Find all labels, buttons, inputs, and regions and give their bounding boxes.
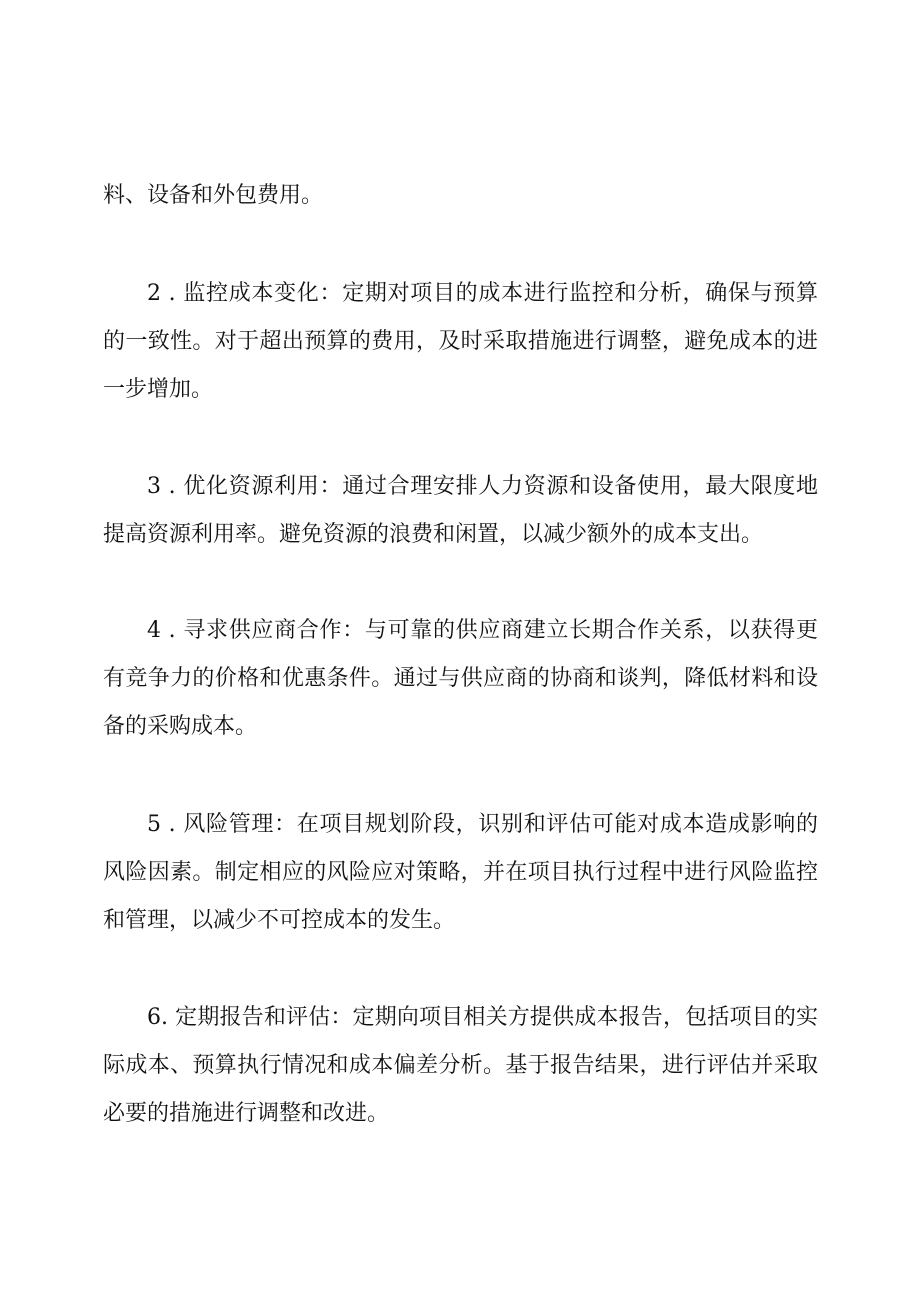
item-optimize-resources: 3 . 优化资源利用：通过合理安排人力资源和设备使用，最大限度地提高资源利用率。避免资源的浪费和闲置，以减少额外的成本支出。 bbox=[103, 474, 818, 547]
item-monitor-cost: 2 . 监控成本变化：定期对项目的成本进行监控和分析，确保与预算的一致性。对于超出预算的费用，及时采取措施进行调整，避免成本的进一步增加。 bbox=[103, 281, 818, 402]
continuation-paragraph: 料、设备和外包费用。 bbox=[103, 183, 324, 208]
item-regular-reporting: 6. 定期报告和评估：定期向项目相关方提供成本报告，包括项目的实际成本、预算执行情况和成本偏差分析。基于报告结果，进行评估并采取必要的措施进行调整和改进。 bbox=[103, 1005, 818, 1126]
item-risk-management: 5 . 风险管理：在项目规划阶段，识别和评估可能对成本造成影响的风险因素。制定相应的风险应对策略，并在项目执行过程中进行风险监控和管理，以减少不可控成本的发生。 bbox=[103, 812, 818, 933]
item-supplier-cooperation: 4 . 寻求供应商合作：与可靠的供应商建立长期合作关系，以获得更有竞争力的价格和优惠条件。通过与供应商的协商和谈判，降低材料和设备的采购成本。 bbox=[103, 618, 818, 739]
